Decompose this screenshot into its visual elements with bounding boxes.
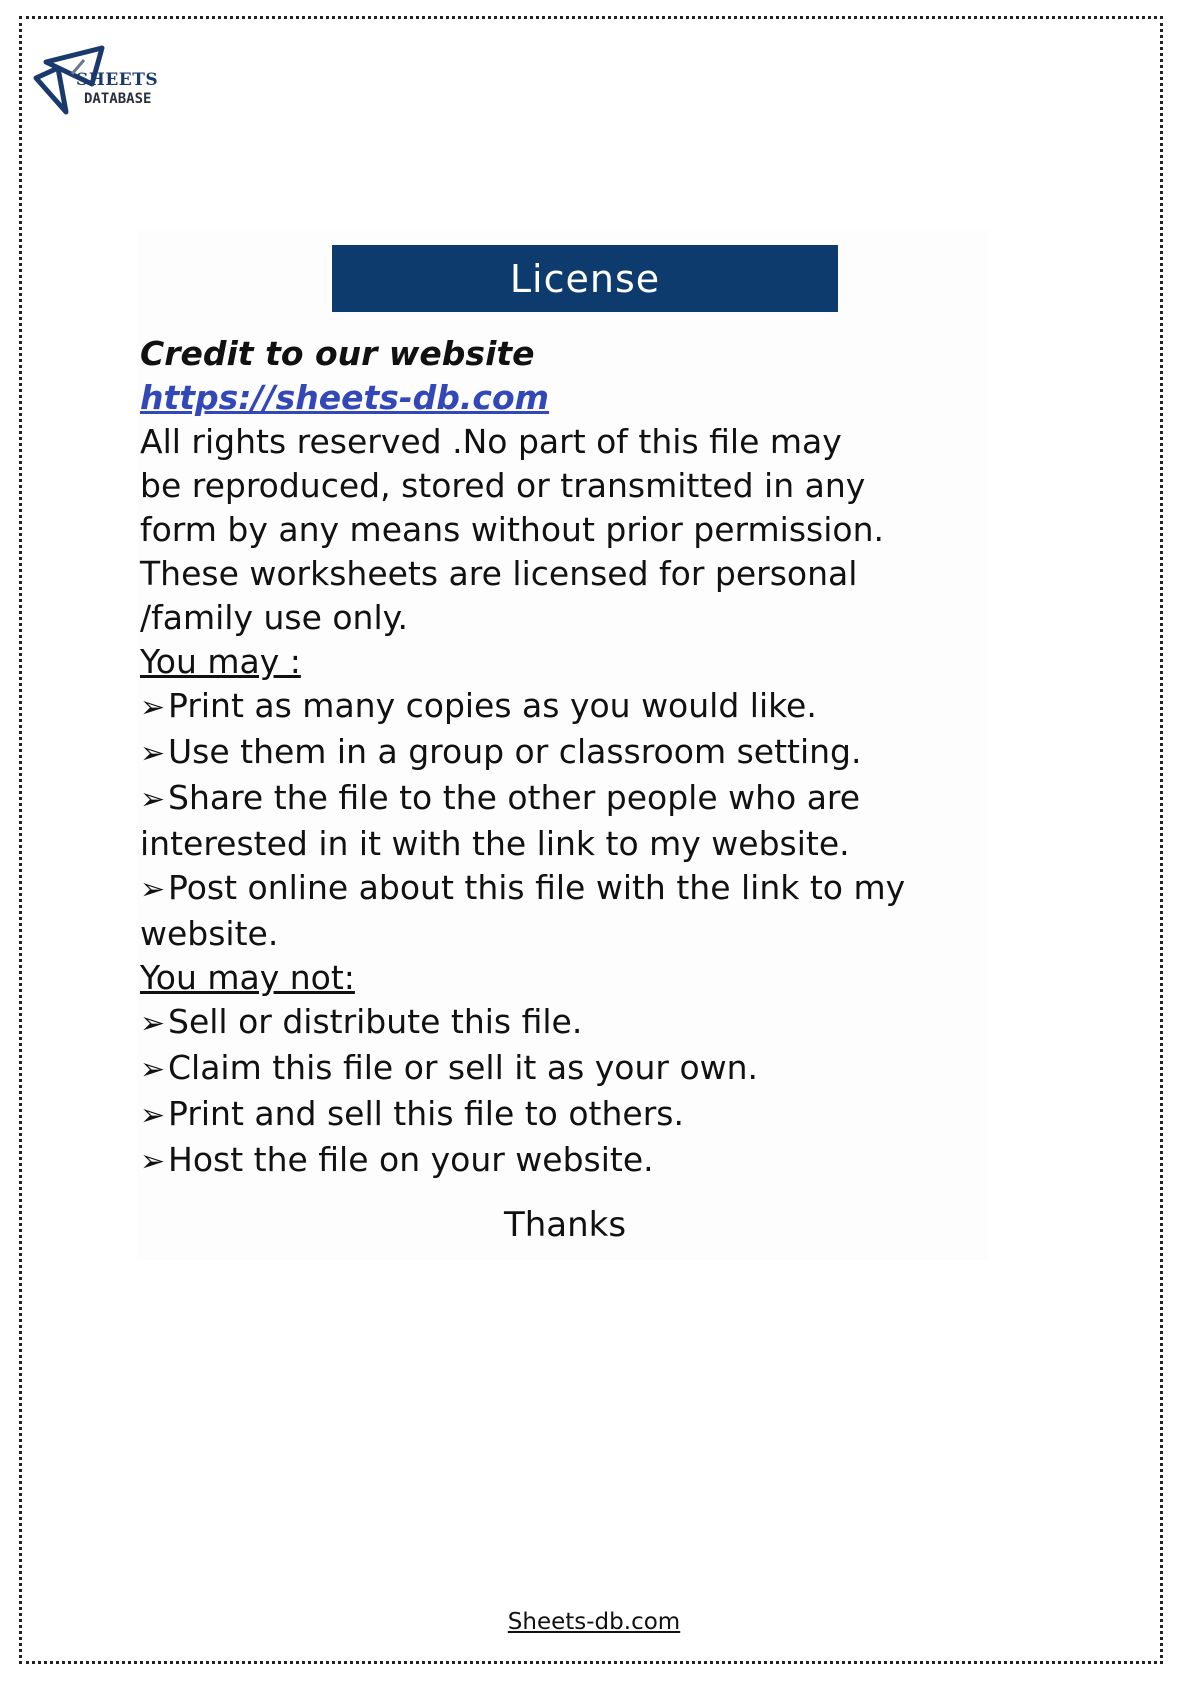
rights-line: All rights reserved .No part of this file may <box>140 422 842 461</box>
rights-line: /family use only. <box>140 598 408 637</box>
logo-word-sheets: SHEETS <box>76 70 159 90</box>
footer-website-link[interactable]: Sheets-db.com <box>507 1609 681 1635</box>
license-title-banner <box>332 245 838 312</box>
you-may-item: ➢Use them in a group or classroom setting. <box>140 730 1020 776</box>
you-may-not-item: ➢Sell or distribute this file. <box>140 1000 1020 1046</box>
arrow-bullet-icon: ➢ <box>140 782 166 817</box>
you-may-item-continued: website. <box>140 914 279 953</box>
sheets-database-logo <box>32 40 172 120</box>
you-may-not-item: ➢Host the file on your website. <box>140 1138 1020 1184</box>
arrow-bullet-icon: ➢ <box>140 690 166 725</box>
you-may-not-heading: You may not: <box>140 958 355 997</box>
arrow-bullet-icon: ➢ <box>140 1144 166 1179</box>
logo-word-database: DATABASE <box>84 91 152 107</box>
thanks-text: Thanks <box>503 1205 627 1245</box>
rights-line: be reproduced, stored or transmitted in any <box>140 466 866 505</box>
license-title: License <box>509 256 661 301</box>
license-body <box>140 332 1020 1184</box>
you-may-item-continued: interested in it with the link to my website. <box>140 824 850 863</box>
you-may-not-item: ➢Print and sell this file to others. <box>140 1092 1020 1138</box>
rights-line: form by any means without prior permission. <box>140 510 884 549</box>
arrow-bullet-icon: ➢ <box>140 736 166 771</box>
credit-heading: Credit to our website <box>140 334 535 373</box>
arrow-bullet-icon: ➢ <box>140 1052 166 1087</box>
arrow-bullet-icon: ➢ <box>140 872 166 907</box>
you-may-not-item: ➢Claim this file or sell it as your own. <box>140 1046 1020 1092</box>
rights-line: These worksheets are licensed for personal <box>140 554 858 593</box>
you-may-item: ➢Share the file to the other people who are <box>140 776 1020 822</box>
arrow-bullet-icon: ➢ <box>140 1006 166 1041</box>
you-may-heading: You may : <box>140 642 301 681</box>
you-may-item: ➢Print as many copies as you would like. <box>140 684 1020 730</box>
you-may-item: ➢Post online about this file with the link to my <box>140 866 1020 912</box>
website-link[interactable]: https://sheets-db.com <box>140 378 550 417</box>
arrow-bullet-icon: ➢ <box>140 1098 166 1133</box>
